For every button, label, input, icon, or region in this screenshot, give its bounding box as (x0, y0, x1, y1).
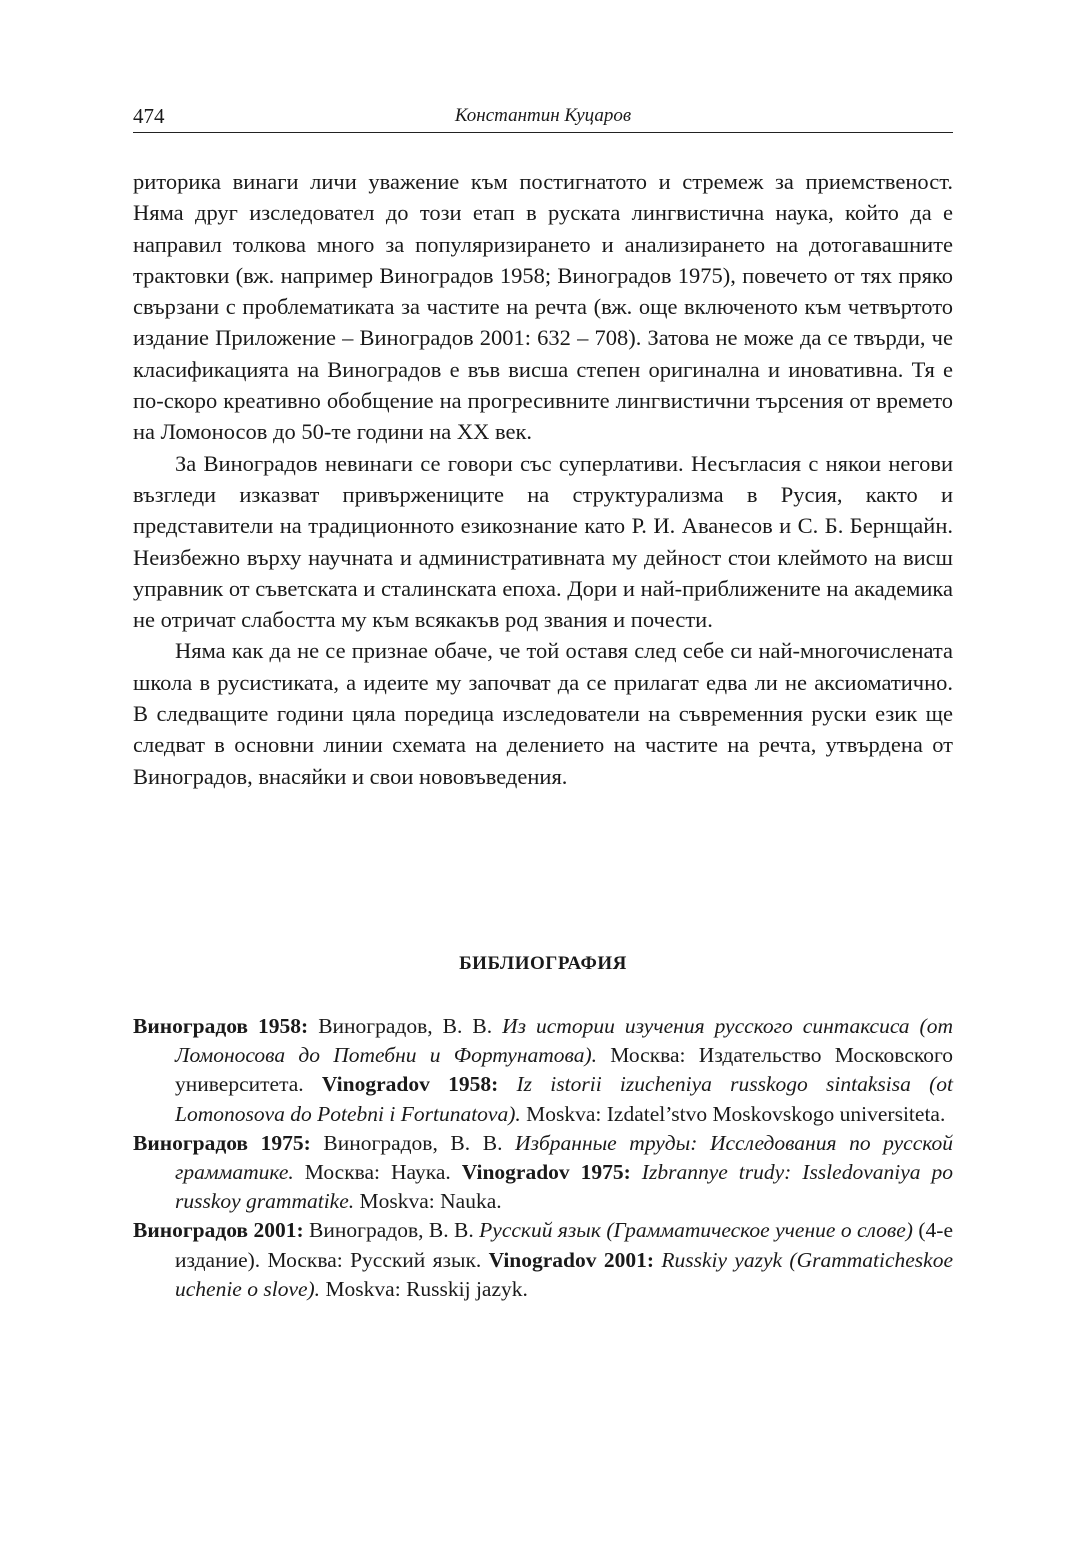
entry-key: Виноградов 1958: (133, 1014, 309, 1038)
entry-publisher-latin: Moskva: Russkij jazyk. (320, 1276, 528, 1301)
entry-title-latin: Iz istorii izucheniya russkogo sintaksisa (ot Lomonosova do Potebni i Fortunatova). (175, 1072, 953, 1126)
paragraph: За Виноградов невинаги се говори със суперлативи. Несъгласия с някои негови възгледи изказват привържениците на структурализма в Русия, както и представители на традиционното езикознание като Р. И. Аванесов и С. Б. Бернщайн. Неизбежно върху научната и административната му дейност стои клеймото на висш управник от съветската и сталинската епоха. Дори и най-приближените на академика не отричат слабостта му към всякакъв род звания и почести. (133, 450, 953, 633)
entry-key-latin: Vinogradov 2001: (488, 1247, 655, 1272)
entry-title: Избранные труды: Исследования по русской грамматике. (175, 1130, 953, 1185)
entry-key-latin: Vinogradov 1958: (321, 1072, 499, 1097)
entry-author: Виноградов, В. В. (310, 1130, 516, 1155)
entry-title-latin: Russkiy yazyk (Grammaticheskoe uchenie o slove). (175, 1247, 953, 1301)
entry-publisher-latin: Moskva: Izdatel’stvo Moskovskogo universiteta. (520, 1101, 946, 1126)
entry-publisher: Москва: Наука. (293, 1160, 462, 1185)
entry-author: Виноградов, В. В. (303, 1218, 480, 1243)
bibliography-heading: БИБЛИОГРАФИЯ (459, 953, 627, 974)
paragraph: Няма как да не се признае обаче, че той оставя след себе си най-многочислената школа в русистиката, а идеите му започват да се прилагат едва ли не аксиоматично. В следващите години цяла поредица изследователи на съвременния руски език ще следват в основни линии схемата на делението на частите на речта, утвърдена от Виноградов, внасяйки и свои нововъведения. (133, 638, 953, 789)
paragraph: риторика винаги личи уважение към постигнатото и стремеж за приемственост. Няма друг изследовател до този етап в руската лингвистична наука, който да е направил толкова много за популяризирането и анализирането на дотогавашните трактовки (вж. например Виноградов 1958; Виноградов 1975), повечето от тях пряко свързани с проблематиката за частите на речта (вж. още включеното към четвъртото издание Приложение ‒ Виноградов 2001: 632 – 708). Затова не може да се твърди, че класификацията на Виноградов е във висша степен оригинална и иновативна. Тя е по-скоро креативно обобщение на прогресивните лингвистични търсения от времето на Ломоносов до 50-те години на XX век. (133, 169, 953, 445)
body-text (133, 166, 953, 792)
bibliography-entry (133, 1216, 953, 1304)
entry-author: Виноградов, В. В. (308, 1014, 503, 1038)
entry-key: Виноградов 1975: (133, 1130, 311, 1155)
entry-publisher: (4-е издание). Москва: Русский язык. (175, 1218, 954, 1272)
bibliography-entry (133, 1129, 953, 1217)
entry-key: Виноградов 2001: (133, 1218, 304, 1243)
entry-key-latin: Vinogradov 1975: (461, 1160, 631, 1185)
entry-title: Русский язык (Грамматическое учение о слове) (479, 1218, 913, 1243)
entry-publisher: Москва: Издательство Московского университета. (175, 1043, 953, 1097)
bibliography-list (133, 1012, 953, 1304)
running-title: Константин Куцаров (454, 105, 632, 126)
entry-publisher-latin: Moskva: Nauka. (354, 1189, 502, 1214)
page-number: 474 (133, 104, 165, 128)
page-header (133, 100, 953, 133)
bibliography-entry (133, 1012, 953, 1129)
entry-title: Из истории изучения русского синтаксиса (от Ломоносова до Потебни и Фортунатова). (175, 1014, 953, 1068)
entry-title-latin: Izbrannye trudy: Issledovaniya po russkoy grammatike. (175, 1160, 953, 1214)
